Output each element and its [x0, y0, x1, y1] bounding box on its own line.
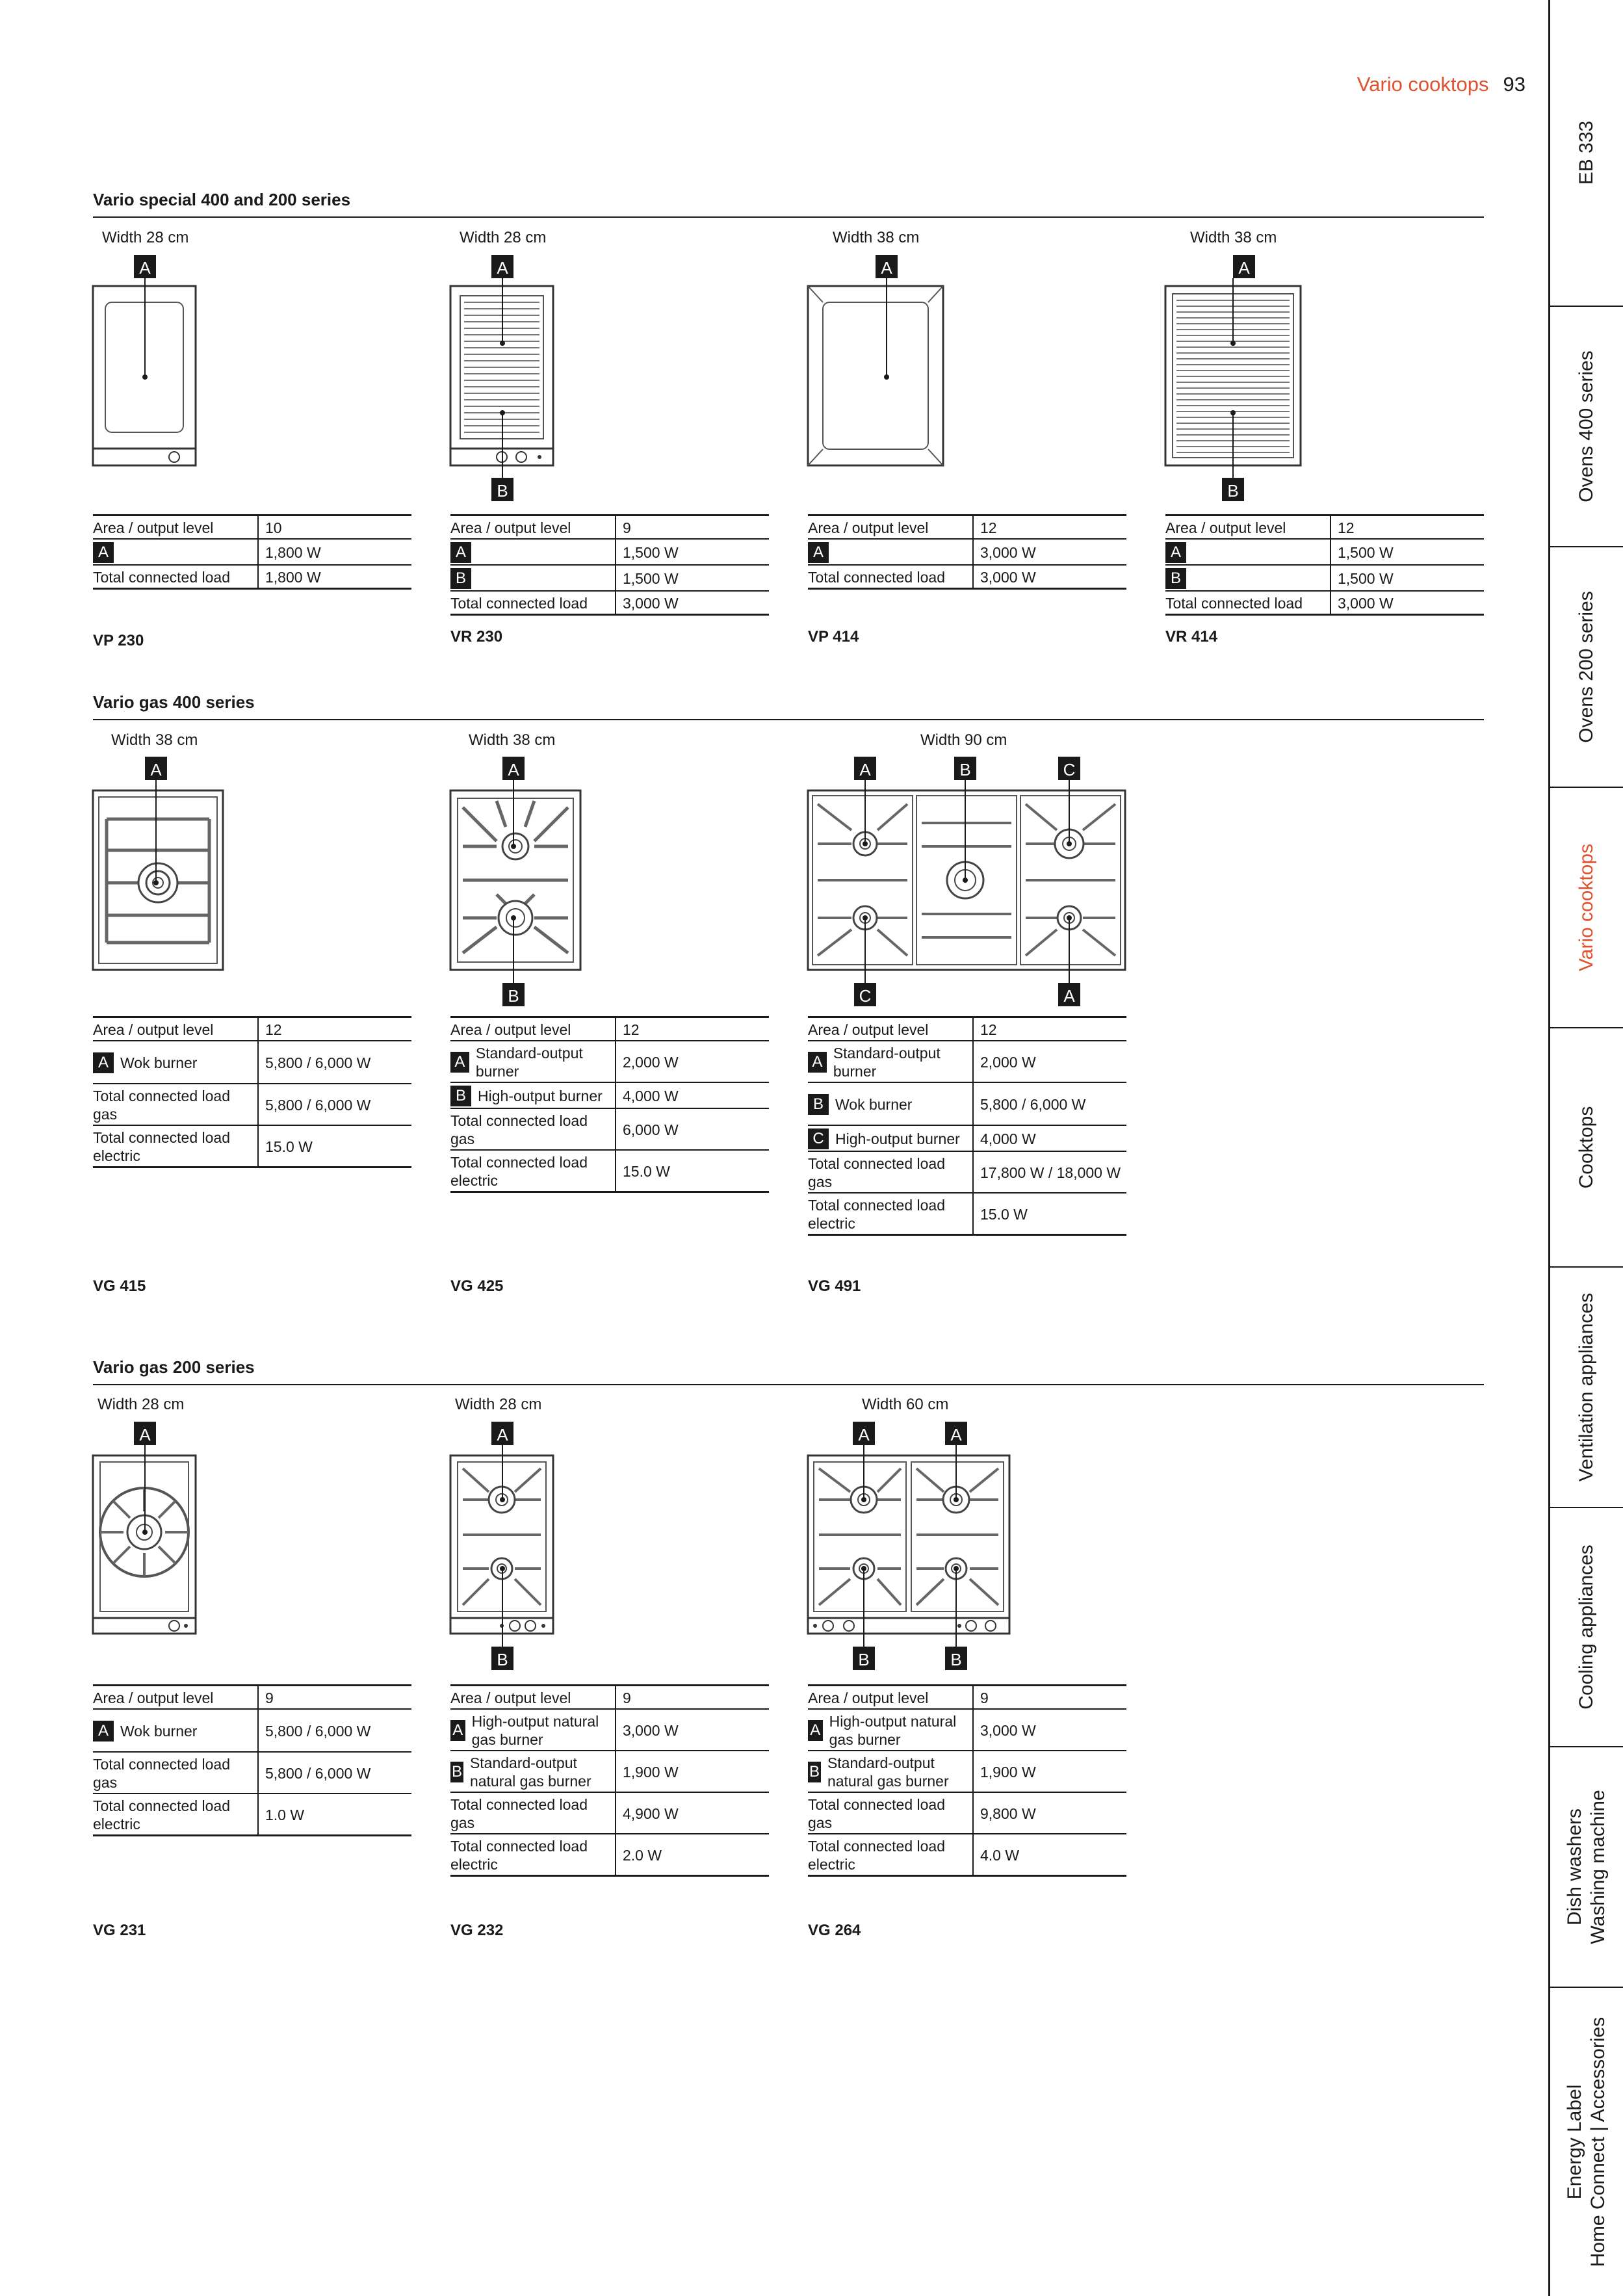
table-row: [808, 1834, 1126, 1876]
section-title: Vario gas 400 series: [93, 692, 1484, 720]
spec-value: 9: [616, 1686, 769, 1710]
zone-badge: A: [93, 542, 114, 563]
section-title: Vario gas 200 series: [93, 1357, 1484, 1385]
spec-key: Area / output level: [808, 1686, 973, 1710]
vr230-drawing: [448, 254, 559, 527]
vg231-drawing: [91, 1420, 201, 1641]
width-label: Width 90 cm: [920, 731, 1007, 749]
spec-key: Total connected load gas: [450, 1108, 616, 1150]
width-label: Width 38 cm: [1190, 229, 1277, 246]
spec-value: 1,500 W: [1331, 539, 1484, 565]
tab-label: Vario cooktops: [1576, 843, 1597, 972]
svg-text:B: B: [1227, 481, 1239, 501]
vr414-drawing: [1163, 254, 1306, 527]
svg-text:A: A: [1063, 986, 1075, 1006]
table-row: [1165, 591, 1484, 615]
page-number: 93: [1503, 73, 1526, 96]
zone-badge: A: [450, 1720, 465, 1741]
vg232-drawing: [448, 1420, 559, 1693]
table-row: [808, 1686, 1126, 1710]
spec-key: Standard-output natural gas burner: [469, 1755, 591, 1790]
spec-key: High-output natural gas burner: [829, 1713, 957, 1748]
svg-text:B: B: [959, 760, 971, 779]
table-row: [808, 565, 1126, 589]
spec-value: 1,500 W: [1331, 565, 1484, 591]
spec-value: 1,500 W: [616, 539, 769, 565]
spec-key: Total connected load electric: [93, 1794, 258, 1836]
table-row: [450, 1041, 769, 1082]
spec-key: Area / output level: [93, 1686, 258, 1710]
spec-value: 15.0 W: [258, 1125, 411, 1168]
spec-key: Wok burner: [835, 1096, 913, 1113]
model-name: VG 232: [450, 1922, 504, 1939]
vg415-drawing: [91, 755, 234, 976]
table-row: [450, 1082, 769, 1108]
spec-value: 4,900 W: [616, 1792, 769, 1834]
spec-table-vg231: [93, 1684, 411, 1836]
table-row: [1165, 539, 1484, 565]
spec-value: 17,800 W / 18,000 W: [973, 1151, 1126, 1193]
zone-badge: A: [808, 542, 829, 563]
spec-key: Wok burner: [120, 1723, 198, 1740]
svg-text:A: A: [858, 1425, 870, 1444]
spec-value: 5,800 / 6,000 W: [973, 1082, 1126, 1125]
svg-text:B: B: [497, 1650, 508, 1669]
svg-text:A: A: [139, 1425, 151, 1444]
tab-label-line: Home Connect | Accessories: [1587, 2016, 1609, 2267]
table-row: [450, 1751, 769, 1792]
spec-key: Total connected load electric: [93, 1125, 258, 1168]
spec-key: Area / output level: [450, 1686, 616, 1710]
tab-vario-cooktops[interactable]: [1550, 788, 1623, 1028]
tab-ovens-200[interactable]: [1550, 547, 1623, 788]
tab-energy-label[interactable]: [1550, 1988, 1623, 2296]
spec-value: 9: [616, 515, 769, 540]
spec-key: Total connected load gas: [808, 1151, 973, 1193]
spec-value: 4,000 W: [973, 1125, 1126, 1151]
svg-text:C: C: [859, 986, 872, 1006]
vg264-drawing: [806, 1420, 1027, 1693]
spec-value: 3,000 W: [973, 539, 1126, 565]
table-row: [1165, 565, 1484, 591]
tab-label: Ventilation appliances: [1576, 1292, 1597, 1482]
tab-label: Cooling appliances: [1576, 1545, 1597, 1710]
spec-key: Total connected load: [1165, 591, 1331, 615]
spec-table-vr230: [450, 514, 769, 616]
vp414-drawing: [806, 254, 949, 475]
table-row: [93, 515, 411, 540]
svg-text:B: B: [950, 1650, 962, 1669]
svg-text:A: A: [150, 760, 162, 779]
spec-value: 3,000 W: [1331, 591, 1484, 615]
spec-key: Total connected load gas: [93, 1084, 258, 1125]
spec-value: 1,900 W: [973, 1751, 1126, 1792]
spec-key: Area / output level: [93, 515, 258, 540]
spec-value: 12: [973, 515, 1126, 540]
spec-table-vp230: [93, 514, 411, 590]
table-row: [808, 1017, 1126, 1041]
table-row: [93, 1017, 411, 1041]
spec-value: 12: [616, 1017, 769, 1041]
spec-key: Total connected load: [93, 565, 258, 589]
table-row: [808, 539, 1126, 565]
svg-text:A: A: [497, 1425, 508, 1444]
width-label: Width 28 cm: [102, 229, 189, 246]
spec-value: 1.0 W: [258, 1794, 411, 1836]
spec-key: Total connected load: [808, 565, 973, 589]
table-row: [450, 591, 769, 615]
svg-text:A: A: [497, 258, 508, 278]
spec-key: Total connected load: [450, 591, 616, 615]
spec-value: 5,800 / 6,000 W: [258, 1709, 411, 1752]
svg-text:A: A: [139, 258, 151, 278]
table-row: [450, 1834, 769, 1876]
table-row: [450, 1150, 769, 1192]
spec-value: 10: [258, 515, 411, 540]
model-name: VR 230: [450, 628, 503, 646]
spec-value: 15.0 W: [973, 1193, 1126, 1235]
chapter-tabs: [1548, 0, 1623, 2296]
zone-badge: B: [450, 568, 471, 589]
tab-label-line: Washing machine: [1587, 1790, 1609, 1944]
spec-value: 3,000 W: [616, 1709, 769, 1751]
spec-value: 12: [258, 1017, 411, 1041]
model-name: VG 415: [93, 1277, 146, 1295]
tab-label-line: Dish washers: [1564, 1808, 1585, 1926]
spec-value: 9: [258, 1686, 411, 1710]
table-row: [808, 1151, 1126, 1193]
table-row: [93, 1794, 411, 1836]
zone-badge: B: [450, 1086, 471, 1106]
tab-dishwashers[interactable]: [1550, 1747, 1623, 1988]
svg-text:B: B: [508, 986, 519, 1006]
spec-key: Total connected load gas: [93, 1752, 258, 1794]
spec-key: Total connected load electric: [450, 1150, 616, 1192]
table-row: [808, 1709, 1126, 1751]
model-name: VG 491: [808, 1277, 861, 1295]
vg491-drawing: [806, 755, 1131, 1028]
spec-key: Total connected load electric: [450, 1834, 616, 1876]
zone-badge: A: [93, 1052, 114, 1073]
spec-value: 12: [973, 1017, 1126, 1041]
table-row: [808, 1041, 1126, 1082]
spec-value: 5,800 / 6,000 W: [258, 1752, 411, 1794]
tab-label: Cooktops: [1576, 1106, 1597, 1189]
spec-value: 3,000 W: [973, 565, 1126, 589]
spec-key: Total connected load gas: [450, 1792, 616, 1834]
table-row: [1165, 515, 1484, 540]
model-name: VP 230: [93, 632, 144, 649]
model-name: VG 425: [450, 1277, 504, 1295]
table-row: [808, 515, 1126, 540]
svg-text:B: B: [858, 1650, 870, 1669]
spec-key: Total connected load gas: [808, 1792, 973, 1834]
model-name: VG 231: [93, 1922, 146, 1939]
vg425-drawing: [448, 755, 591, 1028]
width-label: Width 38 cm: [833, 229, 920, 246]
table-row: [93, 1686, 411, 1710]
tab-label: Ovens 400 series: [1576, 350, 1597, 502]
spec-value: 4.0 W: [973, 1834, 1126, 1876]
table-row: [93, 1125, 411, 1168]
tab-ventilation[interactable]: [1550, 1268, 1623, 1508]
table-row: [450, 539, 769, 565]
spec-table-vp414: [808, 514, 1126, 590]
table-row: [93, 1041, 411, 1084]
table-row: [450, 1017, 769, 1041]
spec-value: 6,000 W: [616, 1108, 769, 1150]
table-row: [450, 1792, 769, 1834]
table-row: [808, 1751, 1126, 1792]
width-label: Width 60 cm: [862, 1396, 949, 1413]
spec-value: 4,000 W: [616, 1082, 769, 1108]
spec-key: Total connected load electric: [808, 1834, 973, 1876]
vp230-drawing: [91, 254, 201, 475]
spec-value: 1,500 W: [616, 565, 769, 591]
spec-value: 2.0 W: [616, 1834, 769, 1876]
spec-table-vg425: [450, 1016, 769, 1193]
zone-badge: A: [450, 542, 471, 563]
spec-value: 9: [973, 1686, 1126, 1710]
page-header: [1357, 73, 1526, 96]
spec-table-vg264: [808, 1684, 1126, 1877]
spec-value: 5,800 / 6,000 W: [258, 1084, 411, 1125]
table-row: [93, 565, 411, 589]
section-title: Vario special 400 and 200 series: [93, 190, 1484, 218]
width-label: Width 38 cm: [111, 731, 198, 749]
table-row: [808, 1125, 1126, 1151]
spec-key: Area / output level: [808, 515, 973, 540]
table-row: [808, 1792, 1126, 1834]
spec-value: 12: [1331, 515, 1484, 540]
table-row: [808, 1082, 1126, 1125]
svg-text:A: A: [1238, 258, 1250, 278]
table-row: [450, 515, 769, 540]
zone-badge: B: [1165, 568, 1186, 589]
width-label: Width 28 cm: [97, 1396, 185, 1413]
spec-key: Total connected load electric: [808, 1193, 973, 1235]
tab-ovens-400[interactable]: [1550, 307, 1623, 547]
spec-value: 1,800 W: [258, 565, 411, 589]
table-row: [450, 1686, 769, 1710]
svg-text:A: A: [881, 258, 892, 278]
zone-badge: A: [1165, 542, 1186, 563]
tab-label: Ovens 200 series: [1576, 591, 1597, 743]
model-name: VR 414: [1165, 628, 1218, 646]
spec-key: High-output natural gas burner: [471, 1713, 599, 1748]
width-label: Width 38 cm: [469, 731, 556, 749]
table-row: [93, 1709, 411, 1752]
zone-badge: B: [450, 1762, 463, 1782]
table-row: [93, 1752, 411, 1794]
spec-value: 9,800 W: [973, 1792, 1126, 1834]
header-section-title: Vario cooktops: [1357, 73, 1489, 96]
tab-label: [1563, 2017, 1610, 2267]
svg-text:A: A: [859, 760, 871, 779]
table-row: [93, 1084, 411, 1125]
table-row: [450, 1108, 769, 1150]
width-label: Width 28 cm: [455, 1396, 542, 1413]
width-label: Width 28 cm: [460, 229, 547, 246]
tab-eb-333[interactable]: [1550, 0, 1623, 307]
tab-label: EB 333: [1576, 120, 1597, 185]
spec-key: Area / output level: [808, 1017, 973, 1041]
zone-badge: C: [808, 1128, 829, 1149]
spec-key: Standard-output burner: [475, 1045, 583, 1080]
spec-value: 5,800 / 6,000 W: [258, 1041, 411, 1084]
spec-key: Area / output level: [450, 1017, 616, 1041]
model-name: VG 264: [808, 1922, 861, 1939]
zone-badge: A: [808, 1052, 827, 1073]
zone-badge: A: [808, 1720, 823, 1741]
tab-label-line: Energy Label: [1564, 2084, 1585, 2200]
spec-value: 1,800 W: [258, 539, 411, 565]
spec-table-vg491: [808, 1016, 1126, 1236]
table-row: [450, 1709, 769, 1751]
spec-value: 1,900 W: [616, 1751, 769, 1792]
spec-key: Area / output level: [93, 1017, 258, 1041]
table-row: [93, 539, 411, 565]
svg-text:A: A: [950, 1425, 962, 1444]
spec-value: 15.0 W: [616, 1150, 769, 1192]
spec-value: 3,000 W: [616, 591, 769, 615]
tab-cooktops[interactable]: [1550, 1028, 1623, 1268]
table-row: [808, 1193, 1126, 1235]
spec-key: Standard-output natural gas burner: [827, 1755, 949, 1790]
spec-value: 3,000 W: [973, 1709, 1126, 1751]
tab-label: [1563, 1790, 1610, 1944]
spec-value: 2,000 W: [616, 1041, 769, 1082]
spec-value: 2,000 W: [973, 1041, 1126, 1082]
zone-badge: A: [450, 1052, 469, 1073]
svg-text:A: A: [508, 760, 519, 779]
zone-badge: B: [808, 1094, 829, 1115]
spec-table-vr414: [1165, 514, 1484, 616]
spec-table-vg415: [93, 1016, 411, 1168]
spec-key: High-output burner: [835, 1130, 960, 1147]
spec-key: Area / output level: [1165, 515, 1331, 540]
spec-key: Area / output level: [450, 515, 616, 540]
tab-cooling[interactable]: [1550, 1508, 1623, 1747]
zone-badge: B: [808, 1762, 821, 1782]
table-row: [450, 565, 769, 591]
spec-table-vg232: [450, 1684, 769, 1877]
zone-badge: A: [93, 1721, 114, 1742]
spec-key: Wok burner: [120, 1054, 198, 1071]
svg-text:C: C: [1063, 760, 1076, 779]
svg-text:B: B: [497, 481, 508, 501]
model-name: VP 414: [808, 628, 859, 646]
spec-key: High-output burner: [478, 1088, 603, 1104]
spec-key: Standard-output burner: [833, 1045, 941, 1080]
